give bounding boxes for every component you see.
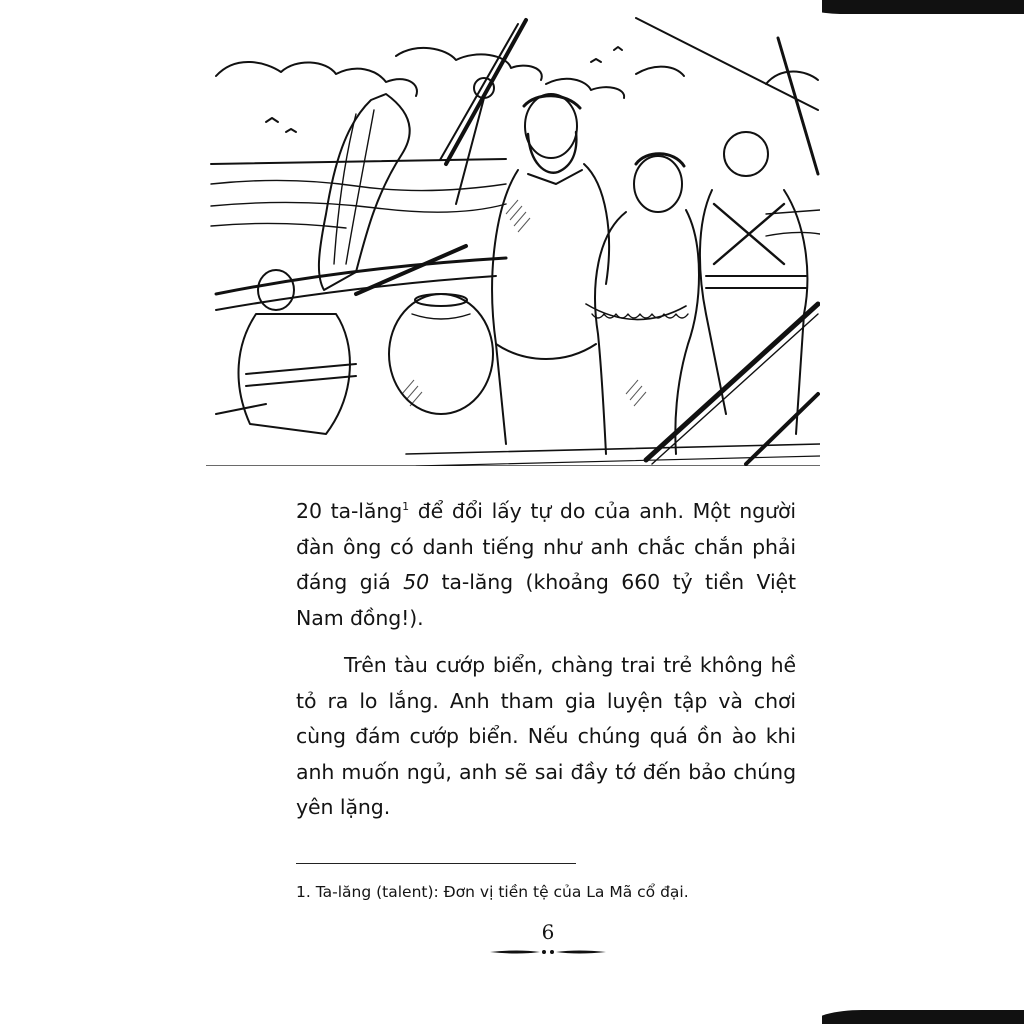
bearded-man-body bbox=[492, 164, 609, 444]
bearded-man-head bbox=[525, 94, 577, 158]
cloud-outline bbox=[216, 62, 417, 96]
paragraph-2: Trên tàu cướp biển, chàng trai trẻ không hề tỏ ra lo lắng. Anh tham gia luyện tập và chơi cùng đám cướp biển. Nếu chúng quá ồn ào khi anh muốn ngủ, anh sẽ sai đầy tớ đến bảo chúng yên lặng. bbox=[296, 653, 796, 819]
scan-edge-bottom bbox=[812, 1010, 1024, 1024]
footnote: 1. Ta-lăng (talent): Đơn vị tiền tệ của La Mã cổ đại. bbox=[296, 883, 689, 901]
bird-icon bbox=[266, 118, 278, 122]
sailor-head bbox=[258, 270, 294, 310]
mast bbox=[446, 20, 526, 164]
oar bbox=[646, 304, 818, 460]
pirates-ship-illustration bbox=[206, 14, 820, 466]
young-man-body bbox=[595, 210, 699, 454]
body-text bbox=[296, 494, 796, 826]
paragraph-1 bbox=[296, 494, 796, 636]
page-number: 6 bbox=[541, 920, 555, 944]
furled-sail bbox=[319, 94, 410, 290]
rigging-rope bbox=[636, 18, 818, 110]
bald-man-head bbox=[724, 132, 768, 176]
young-man-head bbox=[634, 156, 682, 212]
p1-part2: để đổi lấy tự do của anh. Một người đàn ông có danh tiếng như anh chắc chắn phải đáng giá bbox=[296, 499, 796, 594]
page-number-flourish bbox=[488, 945, 608, 959]
p1-part3: ta-lăng (khoảng 660 tỷ tiền Việt Nam đồng!). bbox=[296, 570, 797, 630]
footnote-divider bbox=[296, 863, 576, 864]
scan-edge-top bbox=[800, 0, 1024, 14]
footnote-ref: 1 bbox=[402, 500, 410, 514]
p1-emphasis: 50 bbox=[403, 570, 430, 594]
p1-part1: 20 ta-lăng bbox=[296, 499, 403, 523]
clay-jar bbox=[389, 294, 493, 414]
